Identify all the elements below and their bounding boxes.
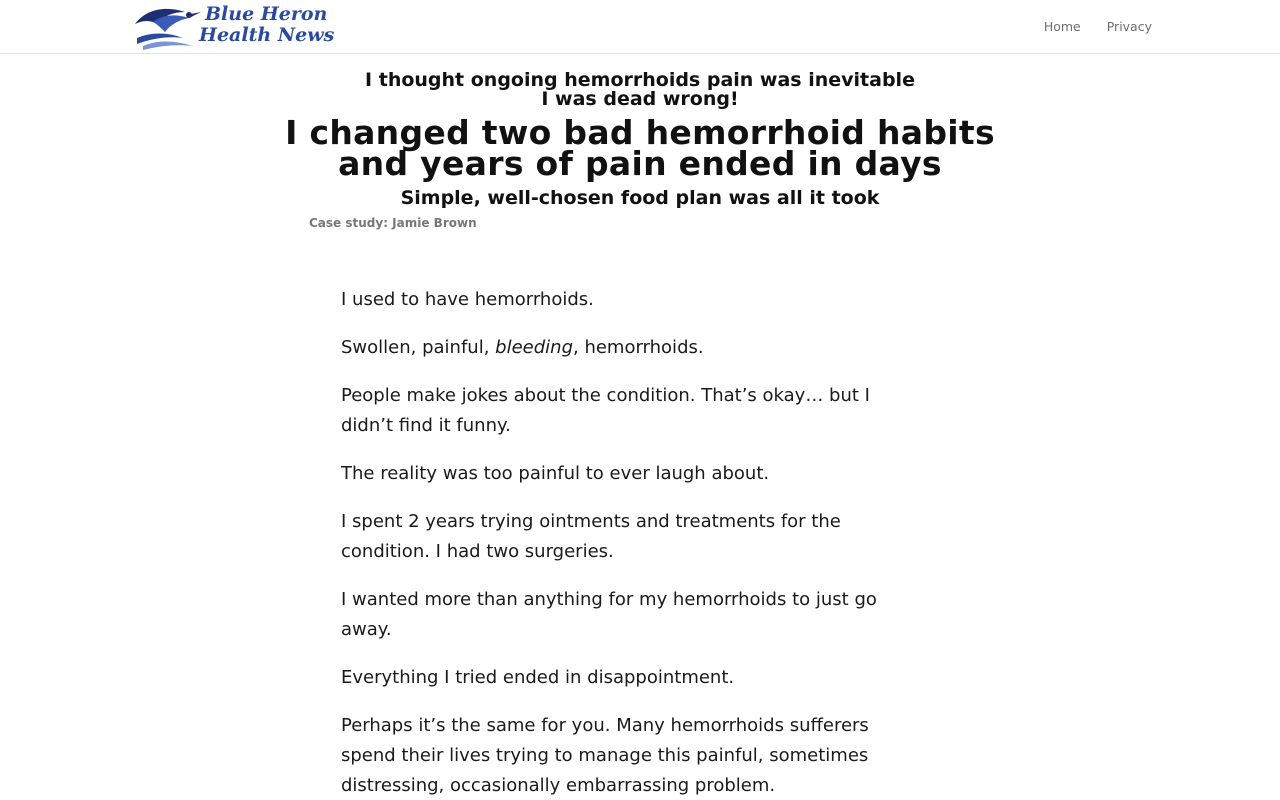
subheadline: Simple, well-chosen food plan was all it took [400,187,880,209]
site-logo[interactable] [133,2,335,52]
paragraph-text: , hemorrhoids. [573,337,704,358]
top-nav [1044,19,1152,34]
article-paragraph: The reality was too painful to ever laugh about. [341,463,770,484]
pre-headline [0,71,1280,109]
nav-home-link[interactable]: Home [1043,19,1081,34]
case-study-byline: Case study: Jamie Brown [309,216,477,230]
headline-line-1: I changed two bad hemorrhoid habits [285,113,995,152]
article-paragraph: I wanted more than anything for my hemorrhoids to just go away. [341,589,877,640]
logo-wordmark [199,4,334,46]
article-paragraph: I used to have hemorrhoids. [341,289,594,310]
site-header [0,0,1280,54]
article-body [341,285,911,800]
main-headline [0,113,1280,183]
logo-line-1: Blue Heron [205,3,328,25]
article-paragraph [341,333,911,363]
pre-headline-line-2: I was dead wrong! [541,88,739,110]
article-paragraph: I spent 2 years trying ointments and treatments for the condition. I had two surgeries. [341,511,841,562]
article-paragraph: Everything I tried ended in disappointment. [341,667,735,688]
article-paragraph: People make jokes about the condition. That’s okay… but I didn’t find it funny. [341,385,870,436]
article-paragraph: Perhaps it’s the same for you. Many hemorrhoids sufferers spend their lives trying to manage this painful, sometimes distressing, occasionally embarrassing problem. [341,715,869,796]
headline-line-2: and years of pain ended in days [338,144,942,183]
heron-bird-icon [133,2,203,52]
logo-line-2: Health News [199,24,335,46]
pre-headline-line-1: I thought ongoing hemorrhoids pain was inevitable [365,69,915,91]
emphasis-text: bleeding [495,337,573,358]
paragraph-text: Swollen, painful, [341,337,496,358]
nav-privacy-link[interactable]: Privacy [1106,19,1152,34]
